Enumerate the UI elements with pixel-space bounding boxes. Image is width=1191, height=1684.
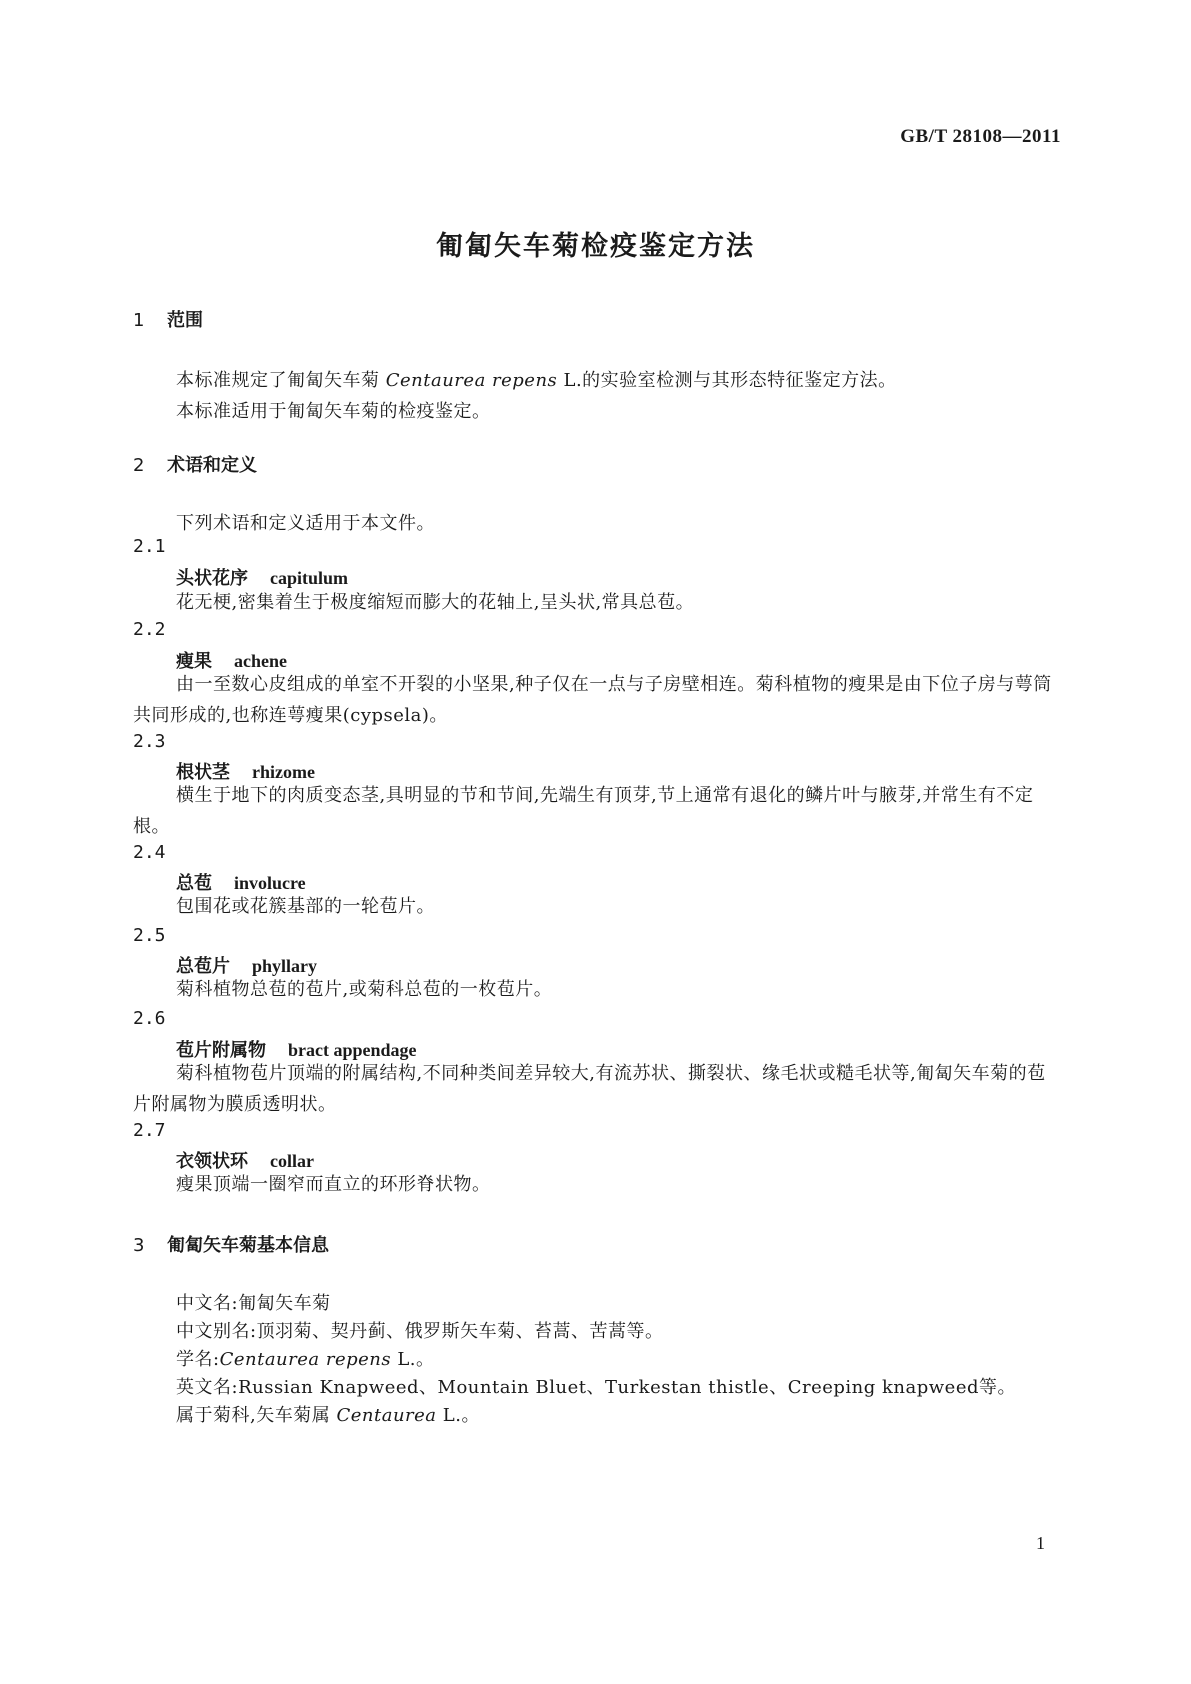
term-en: bract appendage: [288, 1040, 417, 1060]
text-run: L.。: [436, 1405, 480, 1426]
section-title: 匍匐矢车菊基本信息: [167, 1235, 329, 1256]
term-number: 2.2: [133, 619, 166, 640]
paragraph-scope-2: 本标准适用于匍匐矢车菊的检疫鉴定。: [176, 401, 491, 422]
paragraph-scope-1: [176, 366, 897, 392]
term-number: 2.4: [133, 842, 166, 863]
standard-number: GB/T 28108—2011: [900, 126, 1061, 147]
term-zh: 总苞: [176, 873, 212, 894]
term-zh: 总苞片: [176, 956, 230, 977]
section-title: 范围: [167, 310, 203, 331]
section-title: 术语和定义: [167, 455, 257, 476]
term-definition: 由一至数心皮组成的单室不开裂的小坚果,种子仅在一点与子房壁相连。菊科植物的瘦果是由下位子房与萼筒共同形成的,也称连萼瘦果(cypsela)。: [133, 674, 1052, 726]
term-definition: 花无梗,密集着生于极度缩短而膨大的花轴上,呈头状,常具总苞。: [176, 592, 695, 613]
term-number: 2.3: [133, 731, 166, 752]
scientific-name: Centaurea repens: [219, 1349, 392, 1370]
text-run: 属于菊科,矢车菊属: [176, 1405, 331, 1426]
term-en: rhizome: [252, 762, 315, 782]
family-genus-line: [176, 1401, 480, 1427]
page-number: 1: [1036, 1533, 1045, 1553]
term-zh: 衣领状环: [176, 1151, 248, 1172]
term-number: 2.7: [133, 1120, 166, 1141]
text-run: L.的实验室检测与其形态特征鉴定方法。: [557, 370, 897, 391]
term-en: phyllary: [252, 956, 318, 976]
text-run: 学名:: [176, 1349, 220, 1370]
term-number: 2.1: [133, 536, 166, 557]
term-zh: 苞片附属物: [176, 1040, 266, 1061]
term-definition: 菊科植物苞片顶端的附属结构,不同种类间差异较大,有流苏状、撕裂状、缘毛状或糙毛状等,匍匐矢车菊的苞片附属物为膜质透明状。: [133, 1063, 1046, 1115]
scientific-name: Centaurea repens: [385, 370, 558, 391]
chinese-alias: 中文别名:顶羽菊、契丹蓟、俄罗斯矢车菊、苔蒿、苦蒿等。: [176, 1321, 664, 1342]
scientific-name-line: [176, 1345, 435, 1371]
term-en: capitulum: [270, 568, 349, 588]
section-heading-basic-info: [133, 1231, 329, 1257]
page-title: 匍匐矢车菊检疫鉴定方法: [436, 231, 755, 262]
text-run: L.。: [391, 1349, 435, 1370]
section-number: 1: [133, 310, 145, 331]
section-heading-terms: [133, 451, 257, 477]
english-name: 英文名:Russian Knapweed、Mountain Bluet、Turkestan thistle、Creeping knapweed等。: [176, 1377, 1016, 1398]
term-definition: 菊科植物总苞的苞片,或菊科总苞的一枚苞片。: [176, 979, 553, 1000]
term-en: involucre: [234, 873, 306, 893]
section-heading-scope: [133, 306, 203, 332]
section-number: 2: [133, 455, 145, 476]
terms-intro: 下列术语和定义适用于本文件。: [176, 513, 435, 534]
section-number: 3: [133, 1235, 145, 1256]
term-zh: 根状茎: [176, 762, 230, 783]
term-number: 2.6: [133, 1008, 166, 1029]
term-definition: 包围花或花簇基部的一轮苞片。: [176, 896, 435, 917]
term-zh: 瘦果: [176, 651, 212, 672]
chinese-name: 中文名:匍匐矢车菊: [176, 1293, 331, 1314]
term-zh: 头状花序: [176, 568, 248, 589]
term-definition: 横生于地下的肉质变态茎,具明显的节和节间,先端生有顶芽,节上通常有退化的鳞片叶与腋芽,并常生有不定根。: [133, 785, 1034, 837]
text-run: 本标准规定了匍匐矢车菊: [176, 370, 380, 391]
term-en: collar: [270, 1151, 314, 1171]
term-definition: 瘦果顶端一圈窄而直立的环形脊状物。: [176, 1174, 491, 1195]
term-en: achene: [234, 651, 287, 671]
genus-name: Centaurea: [336, 1405, 437, 1426]
term-number: 2.5: [133, 925, 166, 946]
